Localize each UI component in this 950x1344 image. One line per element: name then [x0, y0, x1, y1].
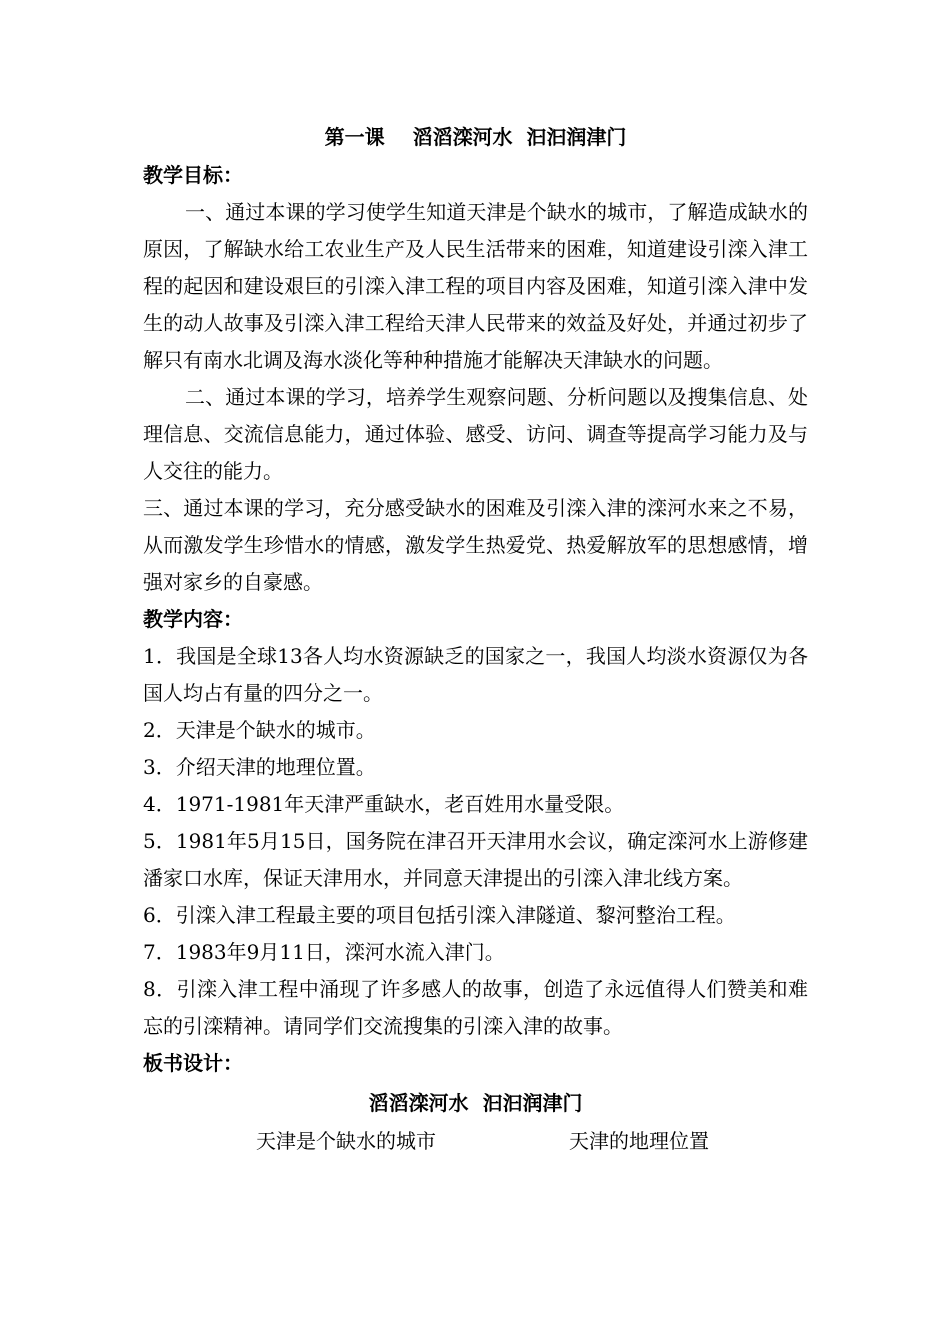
board-row [143, 1122, 808, 1160]
document-body [143, 121, 808, 1160]
content-item-2: 2．天津是个缺水的城市。 [143, 718, 376, 742]
board-right-text: 天津的地理位置 [569, 1129, 709, 1153]
content-item-3: 3．介绍天津的地理位置。 [143, 755, 376, 779]
content-item-7: 7．1983年9月11日，滦河水流入津门。 [143, 940, 505, 964]
objective-paragraph-1: 一、通过本课的学习使学生知道天津是个缺水的城市，了解造成缺水的原因，了解缺水给工农业生产及人民生活带来的困难，知道建设引滦入津工程的起因和建设艰巨的引滦入津工程的项目内容及困难，知道引滦入津中发生的动人故事及引滦入津工程给天津人民带来的效益及好处，并通过初步了解只有南水北调及海水淡化等种种措施才能解决天津缺水的问题。 [143, 200, 808, 372]
board-heading: 板书设计： [143, 1051, 243, 1075]
board-left-text: 天津是个缺水的城市 [256, 1129, 436, 1153]
content-item-5: 5．1981年5月15日，国务院在津召开天津用水会议，确定滦河水上游修建潘家口水库，保证天津用水，并同意天津提出的引滦入津北线方案。 [143, 829, 808, 890]
content-item-1: 1．我国是全球13各人均水资源缺乏的国家之一，我国人均淡水资源仅为各国人均占有量的四分之一。 [143, 644, 808, 705]
board-title: 滔滔滦河水 汩汩润津门 [368, 1091, 583, 1115]
content-item-4: 4．1971-1981年天津严重缺水，老百姓用水量受限。 [143, 792, 625, 816]
content-item-8: 8．引滦入津工程中涌现了许多感人的故事，创造了永远值得人们赞美和难忘的引滦精神。请同学们交流搜集的引滦入津的故事。 [143, 977, 808, 1038]
objective-paragraph-2: 二、通过本课的学习，培养学生观察问题、分析问题以及搜集信息、处理信息、交流信息能力，通过体验、感受、访问、调查等提高学习能力及与人交往的能力。 [143, 385, 808, 483]
lesson-title: 第一课 滔滔滦河水 汩汩润津门 [324, 125, 627, 149]
objective-paragraph-3: 三、通过本课的学习，充分感受缺水的困难及引滦入津的滦河水来之不易，从而激发学生珍惜水的情感，激发学生热爱党、热爱解放军的思想感情，增强对家乡的自豪感。 [143, 496, 808, 594]
content-item-6: 6．引滦入津工程最主要的项目包括引滦入津隧道、黎河整治工程。 [143, 903, 736, 927]
content-heading: 教学内容： [143, 607, 243, 631]
objectives-heading: 教学目标： [143, 163, 243, 187]
